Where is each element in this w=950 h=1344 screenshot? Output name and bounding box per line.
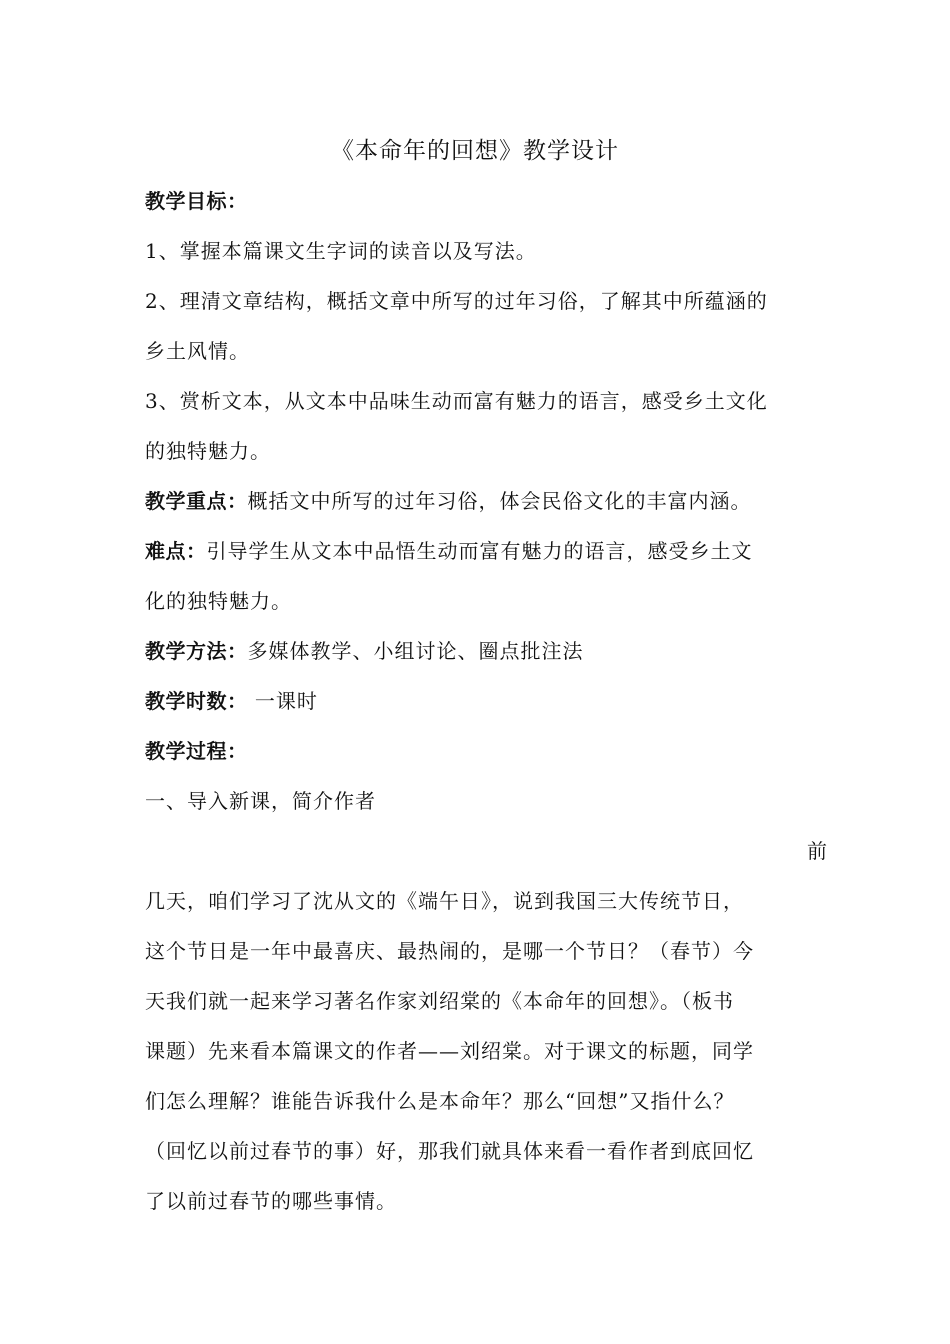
difficulty-text-continued: 化的独特魅力。 — [145, 589, 292, 613]
intro-line: 课题）先来看本篇课文的作者——刘绍棠。对于课文的标题，同学 — [145, 1039, 754, 1063]
method-text: 多媒体教学、小组讨论、圈点批注法 — [247, 639, 584, 663]
key-point-label: 教学重点： — [145, 489, 248, 513]
objectives-heading — [145, 176, 810, 226]
objectives-label: 教学目标： — [145, 189, 248, 213]
difficulty-label: 难点： — [145, 539, 207, 563]
hours-text: 一课时 — [247, 689, 318, 713]
intro-line: 了以前过春节的哪些事情。 — [145, 1189, 397, 1213]
objective-item: 3、赏析文本，从文本中品味生动而富有魅力的语言，感受乡土文化 — [145, 389, 768, 413]
objective-item: 乡土风情。 — [145, 339, 250, 363]
key-point-row — [145, 476, 810, 526]
key-point-text: 概括文中所写的过年习俗，体会民俗文化的丰富内涵。 — [247, 489, 752, 513]
intro-line: 天我们就一起来学习著名作家刘绍棠的《本命年的回想》。（板书 — [145, 989, 734, 1013]
difficulty-row — [145, 526, 810, 576]
intro-line: （回忆以前过春节的事）好，那我们就具体来看一看作者到底回忆 — [145, 1139, 754, 1163]
intro-line: 们怎么理解？谁能告诉我什么是本命年？那么“回想”又指什么？ — [145, 1089, 735, 1113]
document-body — [145, 176, 828, 1226]
objective-item: 的独特魅力。 — [145, 439, 271, 463]
document-title: 《本命年的回想》教学设计 — [331, 138, 619, 164]
objective-item: 2、理清文章结构，概括文章中所写的过年习俗，了解其中所蕴涵的 — [145, 289, 768, 313]
method-label: 教学方法： — [145, 639, 248, 663]
process-heading — [145, 726, 810, 776]
method-row — [145, 626, 810, 676]
intro-line: 这个节日是一年中最喜庆、最热闹的，是哪一个节日？（春节）今 — [145, 939, 754, 963]
process-label: 教学过程： — [145, 739, 248, 763]
process-step-1: 一、导入新课，简介作者 — [145, 789, 376, 813]
objective-item: 1、掌握本篇课文生字词的读音以及写法。 — [145, 239, 537, 263]
intro-line: 几天，咱们学习了沈从文的《端午日》，说到我国三大传统节日， — [145, 889, 744, 913]
intro-first-char: 前 — [807, 839, 828, 863]
hours-label: 教学时数： — [145, 689, 248, 713]
hours-row — [145, 676, 810, 726]
difficulty-text: 引导学生从文本中品悟生动而富有魅力的语言，感受乡土文 — [206, 539, 753, 563]
